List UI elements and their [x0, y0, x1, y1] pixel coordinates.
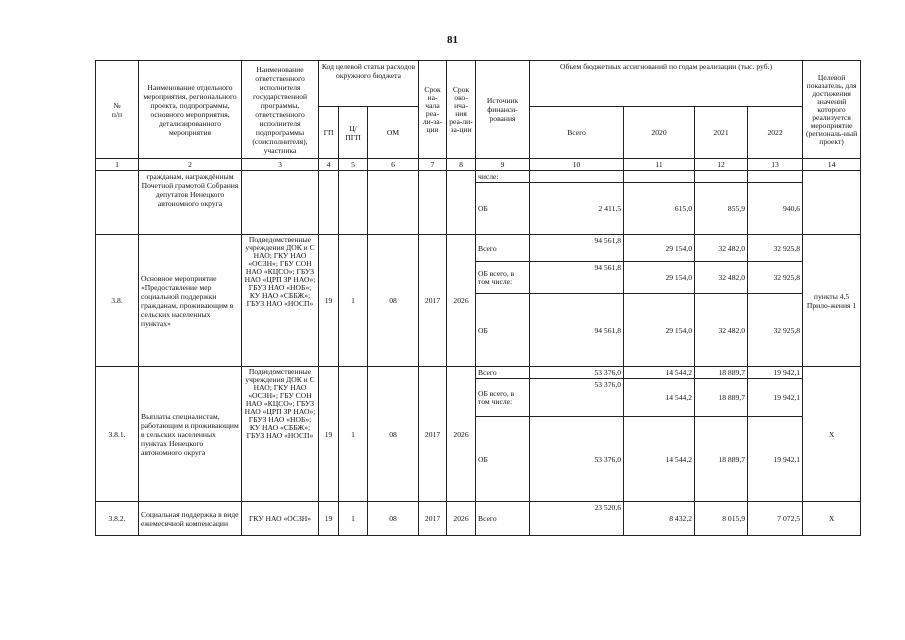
row-total: 94 561,8 [530, 235, 624, 262]
row-source: ОБ всего, в том числе: [476, 262, 530, 294]
row-om: 08 [368, 367, 419, 502]
row-2020: 14 544,2 [624, 417, 695, 502]
row-source: ОБ всего, в том числе: [476, 379, 530, 417]
header-2021: 2021 [695, 107, 748, 159]
row-2022: 19 942,1 [748, 379, 803, 417]
row-2021: 32 482,0 [695, 294, 748, 367]
row-2021: 32 482,0 [695, 262, 748, 294]
row-name: Выплаты специалистам, работающим и проживающим в сельских населенных пунктах Ненецкого автономного округа [139, 367, 242, 502]
row-2022: 7 072,5 [748, 502, 803, 536]
row-2020: 8 432,2 [624, 502, 695, 536]
row-target: Х [803, 367, 861, 502]
row-total: 53 376,0 [530, 367, 624, 379]
colnum: 8 [447, 159, 476, 171]
row-2021: 32 482,0 [695, 235, 748, 262]
header-name: Наименование отдельного мероприятия, регионального проекта, подпрограммы, основного мероприятия, детализированного мероприятия [139, 61, 242, 159]
row-gp: 19 [319, 367, 339, 502]
row-responsible: Подведомственные учреждения ДОК и С НАО; ГКУ НАО «ОСЗН»; ГБУ СОН НАО «КЦСО»; ГБУЗ НАО «ЦРП ЗР НАО»; ГБУЗ НАО «НОБ»; КУ НАО «СББЖ»; ГБУЗ НАО «НОСП» [242, 235, 319, 367]
row-start: 2017 [419, 367, 447, 502]
colnum: 4 [319, 159, 339, 171]
row-2022: 19 942,1 [748, 367, 803, 379]
colnum: 5 [339, 159, 368, 171]
row-2021: 18 889,7 [695, 417, 748, 502]
row-2020: 14 544,2 [624, 379, 695, 417]
row-name: гражданам, награждённым Почетной грамотой Собрания депутатов Ненецкого автономного округа [139, 171, 242, 235]
header-row-1 [96, 61, 861, 107]
row-2021: 8 015,9 [695, 502, 748, 536]
row-name: Основное мероприятие «Предоставление мер социальной поддержки гражданам, проживающим в сельских населенных пунктах» [139, 235, 242, 367]
colnum: 14 [803, 159, 861, 171]
row-responsible: ГКУ НАО «ОСЗН» [242, 502, 319, 536]
row-num: 3.8.1. [96, 367, 139, 502]
row-source: ОБ [476, 417, 530, 502]
row-num: 3.8.2. [96, 502, 139, 536]
colnum: 11 [624, 159, 695, 171]
row-2020: 615,0 [624, 183, 695, 235]
header-responsible: Наименование ответственного исполнителя государственной программы, ответственного исполнителя подпрограммы (соисполнителя), участника [242, 61, 319, 159]
header-om: ОМ [368, 107, 419, 159]
row-responsible: Подведомственные учреждения ДОК и С НАО; ГКУ НАО «ОСЗН»; ГБУ СОН НАО «КЦСО»; ГБУЗ НАО «ЦРП ЗР НАО»; ГБУЗ НАО «НОБ»; КУ НАО «СББЖ»; ГБУЗ НАО «НОСП» [242, 367, 319, 502]
row-total: 94 561,8 [530, 262, 624, 294]
table-row [96, 171, 861, 183]
colnum: 1 [96, 159, 139, 171]
header-2022: 2022 [748, 107, 803, 159]
colnum: 10 [530, 159, 624, 171]
row-source: Всего [476, 367, 530, 379]
row-end: 2026 [447, 502, 476, 536]
row-total: 53 376,0 [530, 417, 624, 502]
header-target: Целевой показатель, для достижения значений которого реализуется мероприятие (региональ-ный проект) [803, 61, 861, 159]
row-total: 53 376,0 [530, 379, 624, 417]
row-name: Социальная поддержка в виде ежемесячной компенсации [139, 502, 242, 536]
row-target: Х [803, 502, 861, 536]
row-om: 08 [368, 235, 419, 367]
colnum: 6 [368, 159, 419, 171]
header-volume-group: Объем бюджетных ассигнований по годам реализации (тыс. руб.) [530, 61, 803, 107]
colnum: 13 [748, 159, 803, 171]
row-om: 08 [368, 502, 419, 536]
colnum: 12 [695, 159, 748, 171]
row-target: пункты 4,5 Прило-жения 1 [803, 235, 861, 367]
header-total: Всего [530, 107, 624, 159]
colnum: 7 [419, 159, 447, 171]
row-source: Всего [476, 502, 530, 536]
header-num: № п/п [96, 61, 139, 159]
row-ppgp: 1 [339, 367, 368, 502]
row-2021: 855,9 [695, 183, 748, 235]
row-total: 2 411,5 [530, 183, 624, 235]
row-ppgp: 1 [339, 502, 368, 536]
table-row [96, 367, 861, 379]
row-2022: 19 942,1 [748, 417, 803, 502]
row-2021: 18 889,7 [695, 367, 748, 379]
row-2020: 29 154,0 [624, 294, 695, 367]
row-2022: 32 925,8 [748, 294, 803, 367]
row-2020: 29 154,0 [624, 262, 695, 294]
row-start: 2017 [419, 502, 447, 536]
row-source: Всего [476, 235, 530, 262]
header-2020: 2020 [624, 107, 695, 159]
header-ppgp: Ц/ ПГП [339, 107, 368, 159]
row-ppgp: 1 [339, 235, 368, 367]
row-2020: 29 154,0 [624, 235, 695, 262]
colnum: 9 [476, 159, 530, 171]
table-row [96, 502, 861, 536]
header-end: Срок око-нча-ния реа-ли-за-ции [447, 61, 476, 159]
row-source: ОБ [476, 183, 530, 235]
header-code-group: Код целевой статьи расходов окружного бюджета [319, 61, 419, 107]
row-2022: 940,6 [748, 183, 803, 235]
row-total: 94 561,8 [530, 294, 624, 367]
row-end: 2026 [447, 235, 476, 367]
row-gp: 19 [319, 502, 339, 536]
row-source: числе: [476, 171, 530, 183]
row-start: 2017 [419, 235, 447, 367]
colnum: 2 [139, 159, 242, 171]
table-row [96, 235, 861, 262]
header-gp: ГП [319, 107, 339, 159]
page-number: 81 [447, 34, 458, 46]
row-2022: 32 925,8 [748, 262, 803, 294]
budget-table [95, 60, 861, 536]
row-2020: 14 544,2 [624, 367, 695, 379]
column-numbers-row [96, 159, 861, 171]
row-num: 3.8. [96, 235, 139, 367]
colnum: 3 [242, 159, 319, 171]
row-gp: 19 [319, 235, 339, 367]
row-2021: 18 889,7 [695, 379, 748, 417]
header-source: Источник финанси-рования [476, 61, 530, 159]
row-total: 23 520,6 [530, 502, 624, 536]
row-source: ОБ [476, 294, 530, 367]
row-2022: 32 925,8 [748, 235, 803, 262]
row-end: 2026 [447, 367, 476, 502]
header-start: Срок на-чала реа-ли-за-ции [419, 61, 447, 159]
